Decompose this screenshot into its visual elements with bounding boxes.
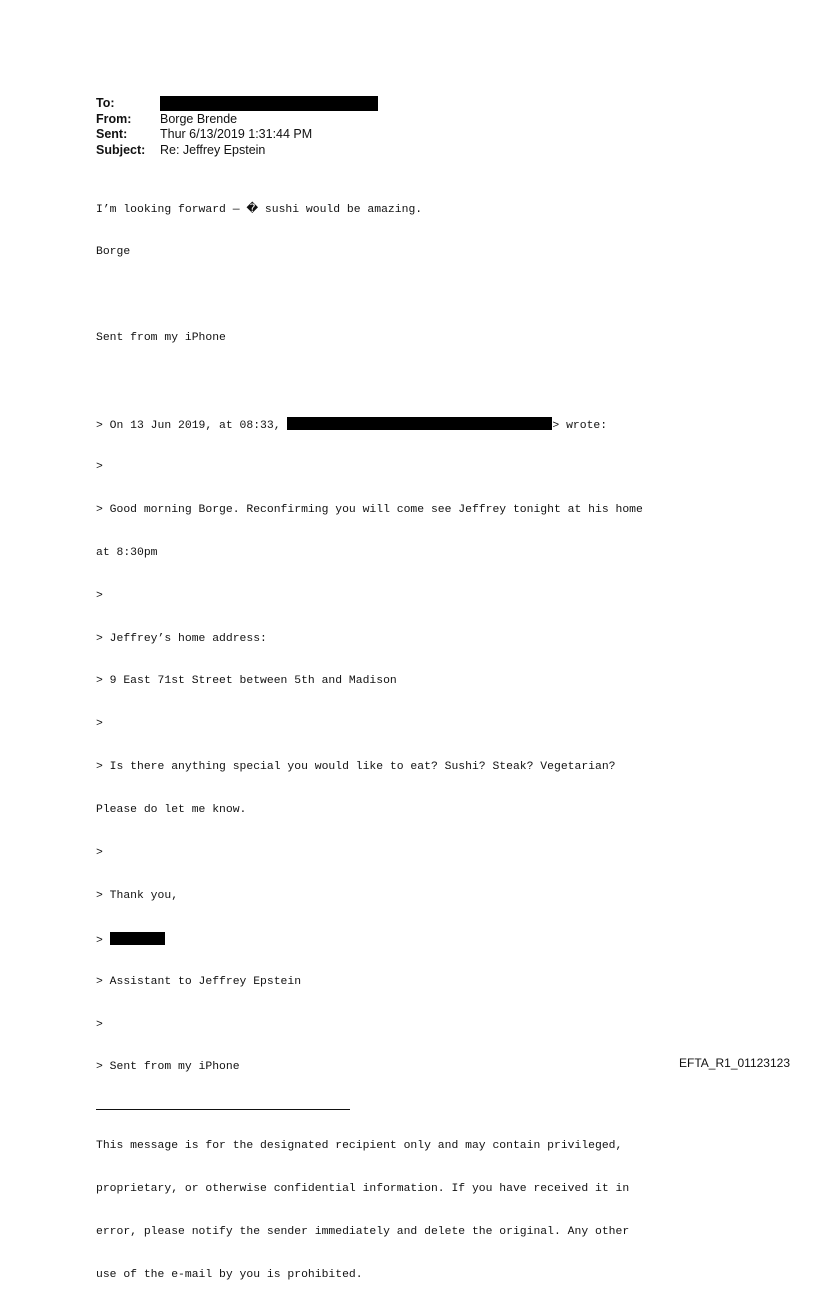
assistant-name-redaction	[110, 932, 165, 945]
quote-line: > Is there anything special you would like to eat? Sushi? Steak? Vegetarian?	[96, 761, 616, 774]
quote-line: > Thank you,	[96, 889, 179, 902]
document-id: EFTA_R1_01123123	[679, 1056, 790, 1070]
quote-name-line	[96, 932, 643, 946]
sent-label: Sent:	[96, 127, 128, 141]
email-header	[96, 96, 378, 158]
quote-line: > Sent from my iPhone	[96, 1061, 240, 1074]
quote-intro-suffix: > wrote:	[552, 420, 608, 433]
disclaimer-line: use of the e-mail by you is prohibited.	[96, 1268, 363, 1281]
from-label: From:	[96, 111, 132, 126]
sender-email-redaction	[287, 417, 552, 430]
quote-name-prefix: >	[96, 934, 110, 947]
to-redaction	[160, 96, 378, 111]
quote-line: at 8:30pm	[96, 546, 158, 559]
disclaimer-line: error, please notify the sender immediately and delete the original. Any other	[96, 1225, 630, 1238]
quote-intro	[96, 417, 643, 431]
disclaimer-line: proprietary, or otherwise confidential information. If you have received it in	[96, 1182, 630, 1195]
quote-line: > Jeffrey’s home address:	[96, 632, 267, 645]
quote-line: > Good morning Borge. Reconfirming you will come see Jeffrey tonight at his home	[96, 503, 643, 516]
quote-marker: >	[96, 589, 103, 602]
subject-value: Re: Jeffrey Epstein	[160, 142, 266, 157]
from-value: Borge Brende	[160, 111, 238, 126]
to-row	[96, 96, 378, 112]
sent-value: Thur 6/13/2019 1:31:44 PM	[160, 127, 313, 141]
quote-marker: >	[96, 718, 103, 731]
reply-signature: Sent from my iPhone	[96, 332, 226, 345]
quote-line: Please do let me know.	[96, 804, 247, 817]
email-body	[96, 174, 643, 1296]
blank-line	[96, 288, 643, 302]
disclaimer-divider	[96, 1109, 350, 1110]
disclaimer-line: This message is for the designated recipient only and may contain privileged,	[96, 1139, 623, 1152]
quote-intro-prefix: > On 13 Jun 2019, at 08:33,	[96, 420, 288, 433]
quote-line: > Assistant to Jeffrey Epstein	[96, 975, 302, 988]
reply-line: I’m looking forward — � sushi would be amazing.	[96, 203, 423, 216]
quote-marker: >	[96, 1018, 103, 1031]
sent-row	[96, 127, 378, 143]
quote-marker: >	[96, 460, 103, 473]
subject-label: Subject:	[96, 142, 146, 157]
blank-line	[96, 374, 643, 388]
quote-marker: >	[96, 846, 103, 859]
subject-row	[96, 143, 378, 159]
to-label: To:	[96, 96, 115, 110]
quote-address: > 9 East 71st Street between 5th and Madison	[96, 675, 397, 688]
from-row	[96, 112, 378, 128]
reply-signoff: Borge	[96, 246, 131, 259]
